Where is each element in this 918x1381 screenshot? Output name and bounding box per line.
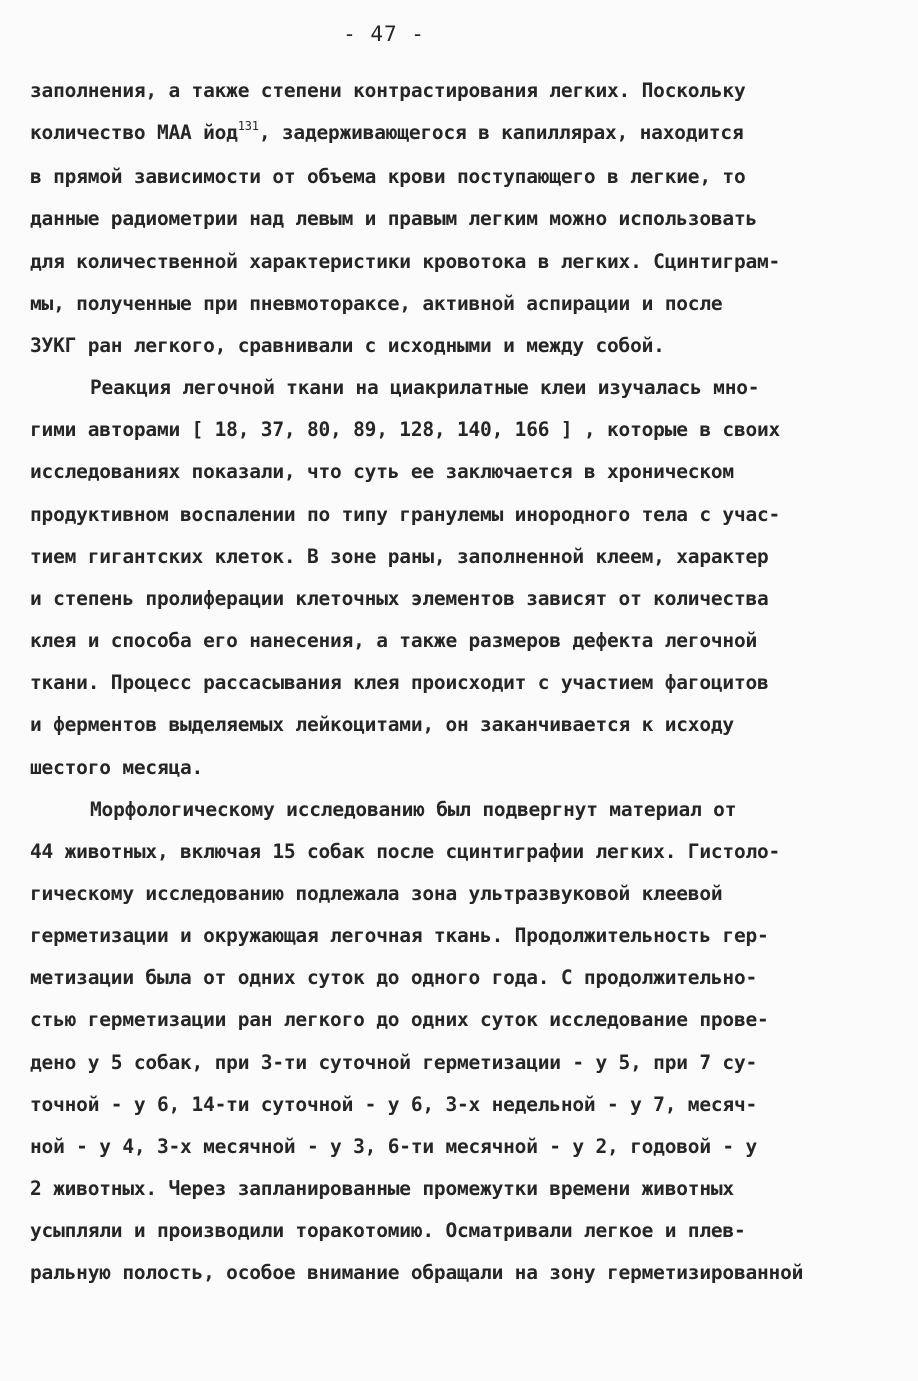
superscript-isotope: 131: [237, 119, 259, 134]
document-body: [30, 70, 892, 1295]
text-line: ной - у 4, 3-х месячной - у 3, 6-ти месячной - у 2, годовой - у: [30, 1134, 758, 1158]
text-line: ральную полость, особое внимание обращали на зону герметизированной: [30, 1261, 804, 1285]
text-line: и степень пролиферации клеточных элементов зависят от количества: [30, 586, 769, 610]
text-line: 44 животных, включая 15 собак после сцинтиграфии легких. Гистоло-: [30, 839, 781, 863]
text-line: ткани. Процесс рассасывания клея происходит с участием фагоцитов: [30, 671, 769, 695]
text-segment: , задерживающегося в капиллярах, находится: [258, 121, 744, 145]
text-line: Морфологическому исследованию был подвергнут материал от: [90, 797, 737, 821]
text-line: [30, 112, 892, 156]
text-line: точной - у 6, 14-ти суточной - у 6, 3-х недельной - у 7, месяч-: [30, 1092, 758, 1116]
text-line: для количественной характеристики кровотока в легких. Сцинтиграм-: [30, 249, 781, 273]
text-line: гими авторами [ 18, 37, 80, 89, 128, 140, 166 ] , которые в своих: [30, 418, 781, 442]
text-line: тием гигантских клеток. В зоне раны, заполненной клеем, характер: [30, 544, 769, 568]
text-line: метизации была от одних суток до одного года. С продолжительно-: [30, 966, 758, 990]
text-line: шестого месяца.: [30, 755, 204, 779]
text-line: исследованиях показали, что суть ее заключается в хроническом: [30, 460, 734, 484]
text-line: усыпляли и производили торакотомию. Осматривали легкое и плев-: [30, 1219, 746, 1243]
text-line: продуктивном воспалении по типу гранулемы инородного тела с учас-: [30, 502, 781, 526]
text-line: заполнения, а также степени контрастирования легких. Поскольку: [30, 79, 746, 102]
text-line: стью герметизации ран легкого до одних суток исследование прове-: [30, 1008, 769, 1032]
page-number: - 47 -: [343, 22, 425, 46]
text-line: 2 животных. Через запланированные промежутки времени животных: [30, 1177, 734, 1201]
text-line: Реакция легочной ткани на циакрилатные клеи изучалась мно-: [90, 376, 760, 400]
text-line: и ферментов выделяемых лейкоцитами, он заканчивается к исходу: [30, 713, 734, 737]
text-line: гическому исследованию подлежала зона ультразвуковой клеевой: [30, 881, 723, 905]
text-line: мы, полученные при пневмотораксе, активной аспирации и после: [30, 291, 723, 315]
text-line: герметизации и окружающая легочная ткань. Продолжительность гер-: [30, 924, 769, 948]
text-line: ЗУКГ ран легкого, сравнивали с исходными и между собой.: [30, 333, 665, 357]
text-line: дено у 5 собак, при 3-ти суточной герметизации - у 5, при 7 су-: [30, 1050, 758, 1074]
text-line: клея и способа его нанесения, а также размеров дефекта легочной: [30, 629, 758, 653]
text-line: в прямой зависимости от объема крови поступающего в легкие, то: [30, 165, 746, 189]
text-segment: количество МАА йод: [30, 121, 238, 145]
text-line: данные радиометрии над левым и правым легким можно использовать: [30, 207, 758, 231]
